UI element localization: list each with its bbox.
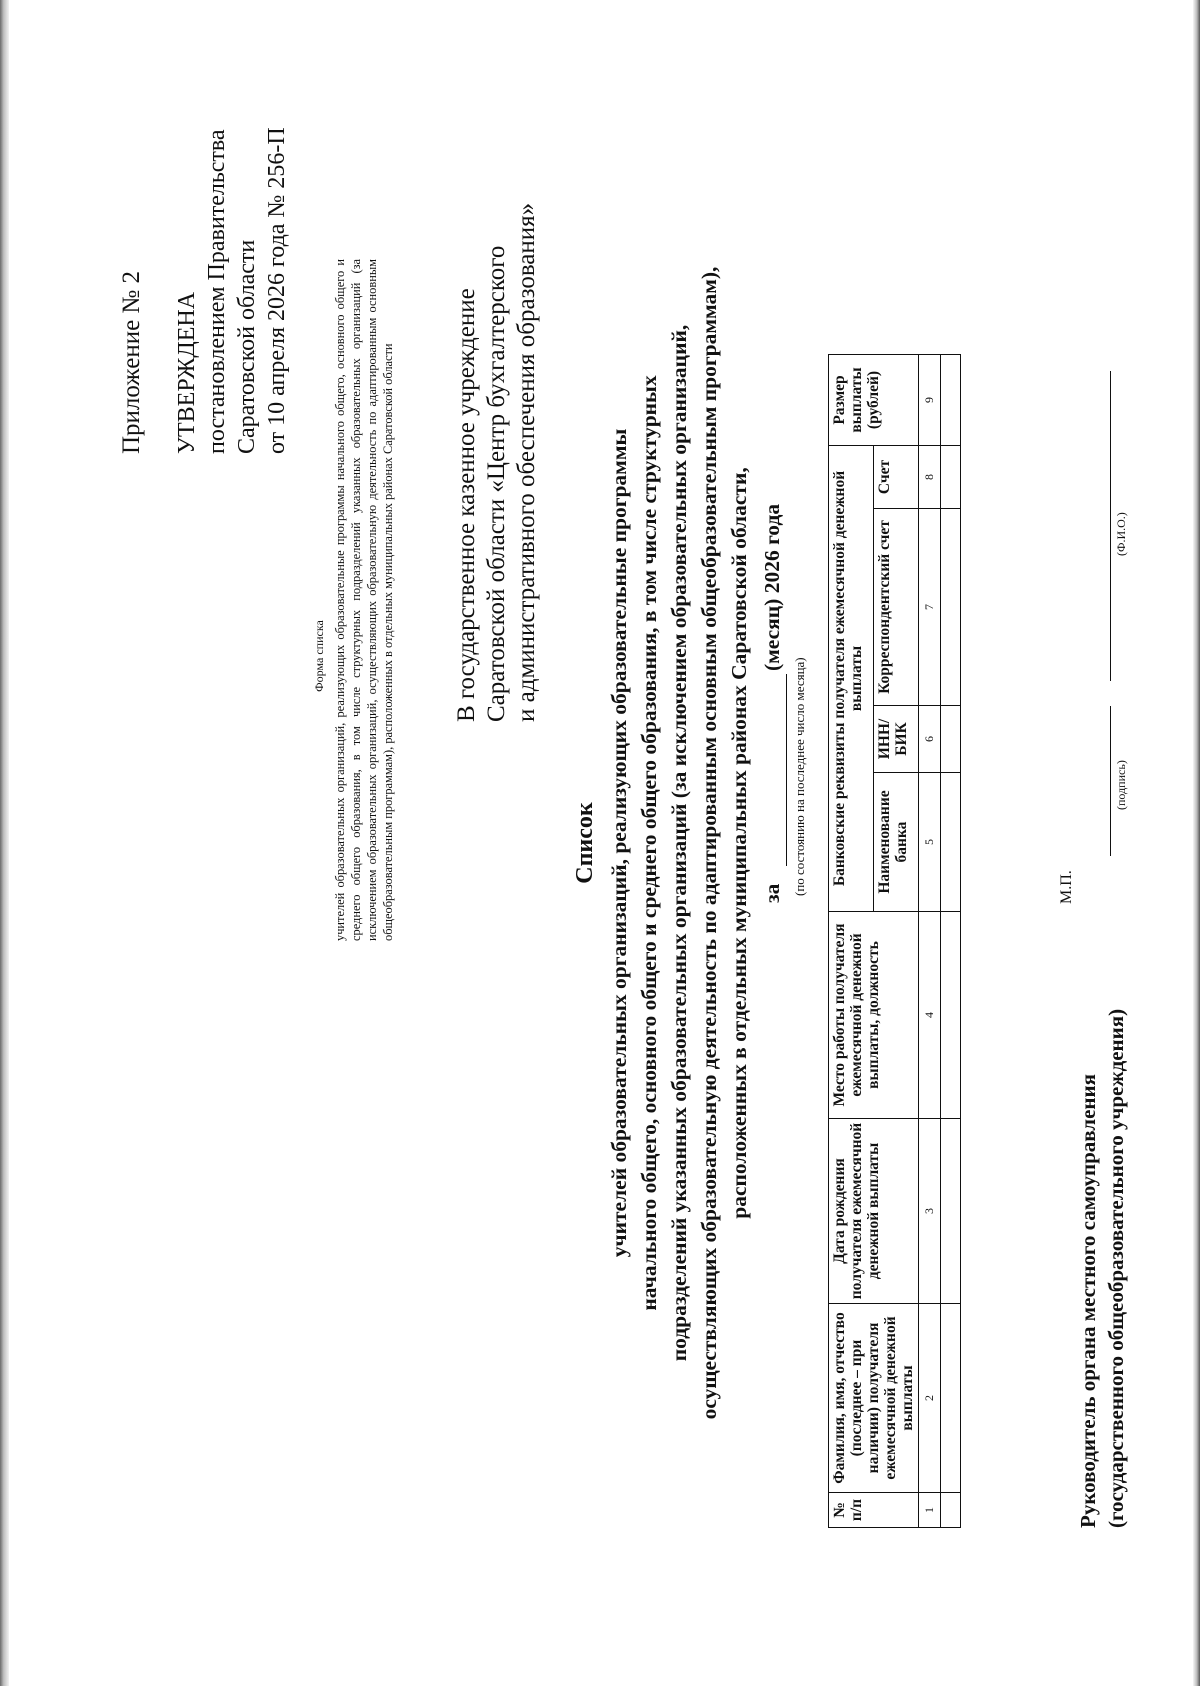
- col-header-birth: Дата рождения получателя ежемесячной денежной выплаты: [829, 1119, 919, 1304]
- col-header-bank-name: Наименование банка: [874, 773, 919, 912]
- approval-block: [172, 127, 292, 454]
- head-title-line: (государственного общеобразовательного учреждения): [1104, 1008, 1128, 1528]
- form-title: Форма списка: [312, 620, 326, 692]
- addressee-line: Саратовской области «Центр бухгалтерского: [483, 245, 510, 722]
- column-number: 5: [919, 773, 941, 912]
- col-header-inn: ИНН/ БИК: [874, 706, 919, 773]
- fio-caption: (Ф.И.О.): [1114, 512, 1128, 556]
- table-cell: [941, 509, 961, 706]
- fio-line: [1110, 371, 1111, 681]
- title-line: расположенных в отдельных муниципальных районах Саратовской области,: [727, 467, 751, 1219]
- title-line: учителей образовательных организаций, реализующих образовательные программы: [607, 428, 631, 1258]
- form-description: учителей образовательных организаций, реализующих образовательные программы начального общего, основного общего и среднего общего образования, в том числе структурных подразделений указанных образовательных организаций (за исключением образовательных организаций, осуществляющих образовательную деятельность по адаптированным основным общеобразовательным программам), расположенных в отдельных муниципальных районах Саратовской области: [333, 259, 395, 941]
- document-title: [604, 0, 754, 1686]
- col-header-corr: Корреспондентский счет: [874, 509, 919, 706]
- addressee-line: В государственное казенное учреждение: [453, 288, 480, 722]
- table-cell: [941, 1304, 961, 1493]
- column-number: 8: [919, 446, 941, 509]
- column-number: 4: [919, 912, 941, 1119]
- signature-line: [1110, 706, 1111, 856]
- col-header-account: Счет: [874, 446, 919, 509]
- column-number: 6: [919, 706, 941, 773]
- col-header-no: № п/п: [829, 1493, 919, 1528]
- column-number-row: [919, 355, 941, 1528]
- addressee-line: и административного обеспечения образования»: [513, 202, 540, 722]
- column-number: 3: [919, 1119, 941, 1304]
- addressee-block: [452, 203, 542, 722]
- column-number: 2: [919, 1304, 941, 1493]
- title-line: подразделений указанных образовательных организаций (за исключением образовательных организаций,: [667, 324, 691, 1362]
- col-header-bank-group: Банковские реквизиты получателя ежемесячной денежной выплаты: [829, 446, 874, 912]
- approval-line: постановлением Правительства: [204, 129, 230, 454]
- approval-line: от 10 апреля 2026 года № 256-П: [264, 127, 290, 454]
- table-cell: [941, 1493, 961, 1528]
- approval-line: Саратовской области: [234, 239, 260, 454]
- col-header-amount: Размер выплаты (рублей): [829, 355, 919, 446]
- head-title-line: Руководитель органа местного самоуправления: [1076, 1074, 1100, 1528]
- stamp-label: М.П.: [1058, 870, 1075, 904]
- period-note: (по состоянию на последнее число месяца): [792, 657, 807, 896]
- column-number: 1: [919, 1493, 941, 1528]
- period-blank-line: [786, 674, 787, 866]
- approval-line: УТВЕРЖДЕНА: [174, 291, 200, 454]
- table-row: [941, 355, 961, 1528]
- table-cell: [941, 706, 961, 773]
- document-heading: Список: [572, 802, 598, 884]
- title-line: начального общего, основного общего и среднего общего образования, в том числе структурных: [637, 375, 661, 1311]
- head-signature-title: [1074, 1009, 1130, 1528]
- table-cell: [941, 446, 961, 509]
- title-line: осуществляющих образовательную деятельность по адаптированным основным общеобразовательным программам),: [697, 266, 721, 1420]
- period-prefix: за: [760, 883, 784, 903]
- column-number: 7: [919, 509, 941, 706]
- recipients-table: [828, 354, 961, 1528]
- appendix-label: Приложение № 2: [118, 270, 145, 454]
- table-cell: [941, 773, 961, 912]
- table-cell: [941, 912, 961, 1119]
- period-suffix: (месяц) 2026 года: [760, 503, 784, 671]
- col-header-name: Фамилия, имя, отчество (последнее – при наличии) получателя ежемесячной денежной выплаты: [829, 1304, 919, 1493]
- table-cell: [941, 1119, 961, 1304]
- signature-caption: (подпись): [1114, 760, 1128, 810]
- col-header-work: Место работы получателя ежемесячной денежной выплаты, должность: [829, 912, 919, 1119]
- column-number: 9: [919, 355, 941, 446]
- table-cell: [941, 355, 961, 446]
